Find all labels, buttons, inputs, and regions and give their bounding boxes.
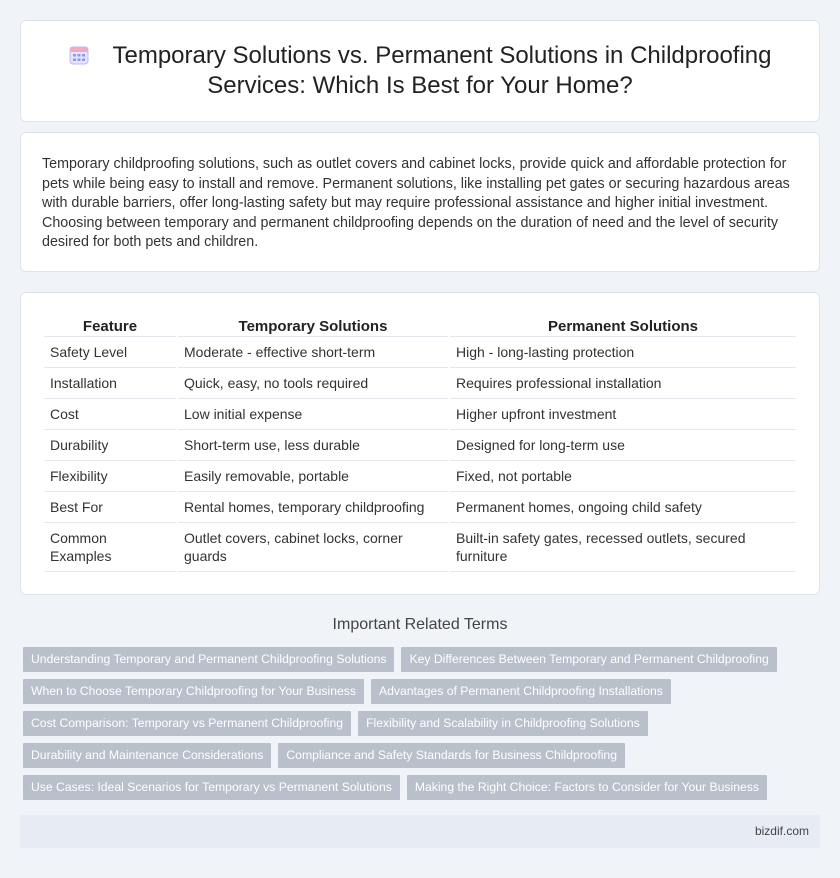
related-term-link[interactable]: Making the Right Choice: Factors to Consider for Your Business [407, 775, 767, 800]
table-cell: Easily removable, portable [178, 461, 448, 492]
table-row [44, 461, 796, 492]
comparison-table [42, 317, 798, 572]
related-term-link[interactable]: Advantages of Permanent Childproofing Installations [371, 679, 671, 704]
intro-paragraph: Temporary childproofing solutions, such as outlet covers and cabinet locks, provide quick and affordable protection for pets while being easy to install and remove. Permanent solutions, like installing pet gates or securing hazardous areas with durable barriers, offer long-lasting safety but may require professional assistance and higher initial investment. Choosing between temporary and permanent childproofing depends on the duration of need and the level of security desired for both pets and children. [42, 156, 790, 251]
table-cell: Outlet covers, cabinet locks, corner guards [178, 523, 448, 572]
table-cell: Best For [44, 492, 176, 523]
footer-site-link[interactable]: bizdif.com [754, 824, 809, 838]
table-row [44, 368, 796, 399]
table-cell: Higher upfront investment [450, 399, 796, 430]
table-cell: Permanent homes, ongoing child safety [450, 492, 796, 523]
related-term-link[interactable]: Compliance and Safety Standards for Business Childproofing [278, 743, 625, 768]
calendar-icon [68, 44, 90, 66]
table-row [44, 430, 796, 461]
table-row [44, 399, 796, 430]
table-cell: Safety Level [44, 337, 176, 368]
related-term-link[interactable]: Durability and Maintenance Considerations [23, 743, 271, 768]
table-header-row [44, 317, 796, 337]
page-title [61, 41, 779, 101]
column-header: Feature [44, 317, 176, 337]
table-row [44, 337, 796, 368]
table-cell: Installation [44, 368, 176, 399]
footer [20, 815, 820, 848]
related-term-link[interactable]: Use Cases: Ideal Scenarios for Temporary vs Permanent Solutions [23, 775, 400, 800]
table-cell: Requires professional installation [450, 368, 796, 399]
title-card [20, 20, 820, 122]
intro-card [20, 132, 820, 272]
table-cell: Moderate - effective short-term [178, 337, 448, 368]
table-row [44, 492, 796, 523]
table-cell: High - long-lasting protection [450, 337, 796, 368]
table-cell: Designed for long-term use [450, 430, 796, 461]
column-header: Temporary Solutions [178, 317, 448, 337]
column-header: Permanent Solutions [450, 317, 796, 337]
table-cell: Rental homes, temporary childproofing [178, 492, 448, 523]
table-cell: Common Examples [44, 523, 176, 572]
table-row [44, 523, 796, 572]
related-term-link[interactable]: Cost Comparison: Temporary vs Permanent Childproofing [23, 711, 351, 736]
table-cell: Low initial expense [178, 399, 448, 430]
table-cell: Quick, easy, no tools required [178, 368, 448, 399]
table-cell: Cost [44, 399, 176, 430]
table-cell: Short-term use, less durable [178, 430, 448, 461]
table-cell: Flexibility [44, 461, 176, 492]
related-terms-title: Important Related Terms [332, 616, 508, 633]
related-term-link[interactable]: Flexibility and Scalability in Childproofing Solutions [358, 711, 648, 736]
comparison-table-card [20, 292, 820, 595]
related-terms-list [23, 647, 823, 807]
table-cell: Built-in safety gates, recessed outlets, secured furniture [450, 523, 796, 572]
table-cell: Fixed, not portable [450, 461, 796, 492]
table-cell: Durability [44, 430, 176, 461]
related-term-link[interactable]: Key Differences Between Temporary and Permanent Childproofing [401, 647, 776, 672]
page-title-text: Temporary Solutions vs. Permanent Solutions in Childproofing Services: Which Is Best for Your Home? [112, 42, 772, 99]
related-term-link[interactable]: When to Choose Temporary Childproofing for Your Business [23, 679, 364, 704]
related-term-link[interactable]: Understanding Temporary and Permanent Childproofing Solutions [23, 647, 394, 672]
